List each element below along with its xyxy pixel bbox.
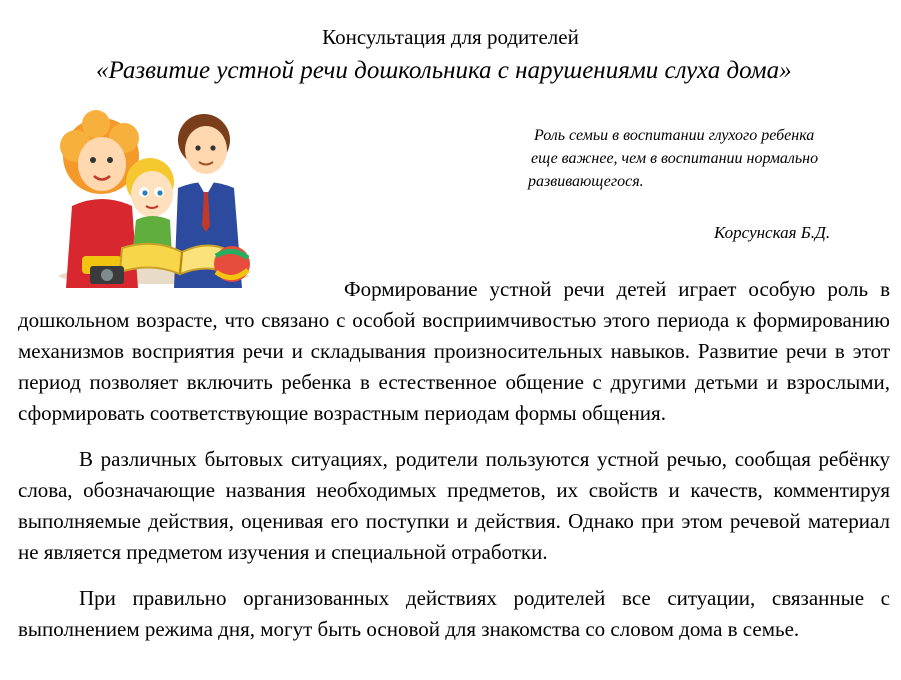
family-reading-book-icon bbox=[46, 106, 256, 288]
epigraph-quote bbox=[528, 124, 898, 193]
epigraph-line: Роль семьи в воспитании глухого ребенка bbox=[534, 127, 815, 144]
article-body bbox=[18, 274, 890, 645]
page-heading: Консультация для родителей bbox=[322, 25, 579, 49]
epigraph-author: Корсунская Б.Д. bbox=[714, 223, 831, 242]
paragraph: Формирование устной речи детей играет особую роль в дошкольном возрасте, что связано с особой восприимчивостью этого периода к формированию механизмов восприятия речи и складывания произносительных навыков. Развитие речи в этот период позволяет включить ребенка в естественное общение с другими детьми и взрослыми, сформировать соответствующие возрастным периодам формы общения. bbox=[18, 277, 890, 425]
paragraph: При правильно организованных действиях родителей все ситуации, связанные с выполнением режима дня, могут быть основой для знакомства со словом дома в семье. bbox=[18, 586, 890, 641]
paragraph: В различных бытовых ситуациях, родители пользуются устной речью, сообщая ребёнку слова, обозначающие названия необходимых предметов, их свойств и качеств, комментируя выполняемые действия, оценивая его поступки и действия. Однако при этом речевой материал не является предметом изучения и специальной отработки. bbox=[18, 447, 890, 564]
epigraph-line: еще важнее, чем в воспитании нормально bbox=[531, 150, 819, 167]
epigraph-line: развивающегося. bbox=[528, 173, 644, 190]
page-subtitle: «Развитие устной речи дошкольника с нарушениями слуха дома» bbox=[96, 57, 792, 84]
